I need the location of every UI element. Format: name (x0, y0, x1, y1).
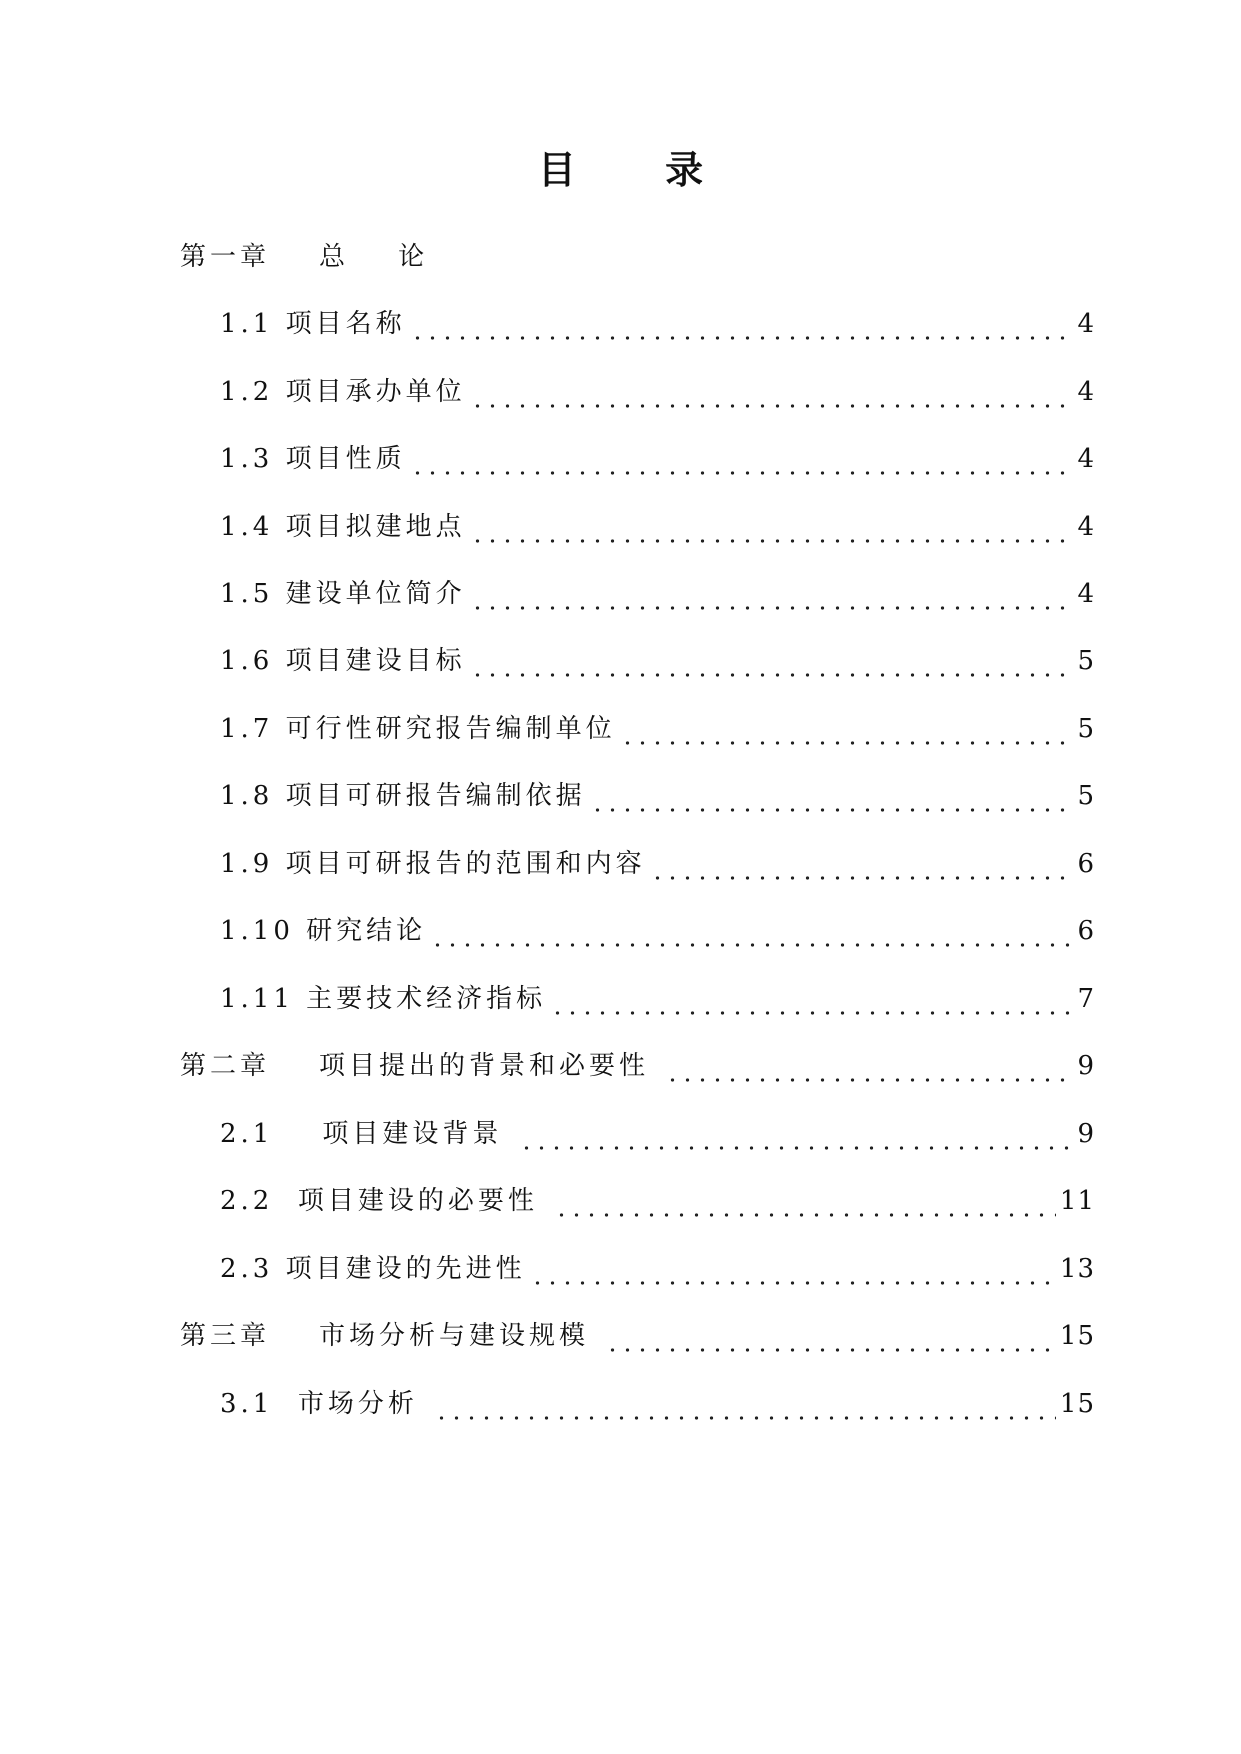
dot-leader (605, 1316, 1056, 1356)
toc-entry-label: 2.2 项目建设的必要性 (220, 1186, 551, 1216)
toc-entry-chapter-2[interactable] (180, 1046, 1095, 1086)
toc-entry-page: 7 (1077, 984, 1095, 1014)
toc-entry-1-9[interactable] (220, 844, 1095, 884)
toc-entry-page: 5 (1077, 781, 1095, 811)
dot-leader (620, 709, 1074, 749)
toc-entry-page: 4 (1077, 444, 1095, 474)
toc-entry-page: 13 (1059, 1254, 1095, 1284)
dot-leader (550, 979, 1073, 1019)
toc-entry-label: 1.9 项目可研报告的范围和内容 (220, 849, 646, 879)
toc-entry-page: 11 (1059, 1186, 1095, 1216)
toc-entry-1-8[interactable] (220, 776, 1095, 816)
toc-entry-1-11[interactable] (220, 979, 1095, 1019)
dot-leader (470, 372, 1074, 412)
toc-entry-page: 6 (1077, 849, 1095, 879)
dot-leader (430, 911, 1073, 951)
toc-entry-page: 15 (1059, 1321, 1095, 1351)
toc-entry-page: 4 (1077, 579, 1095, 609)
toc-entry-label: 第二章 项目提出的背景和必要性 (180, 1051, 662, 1081)
toc-entry-1-1[interactable] (220, 304, 1095, 344)
toc-entry-1-2[interactable] (220, 372, 1095, 412)
dot-leader (519, 1114, 1074, 1154)
dot-leader (665, 1046, 1073, 1086)
toc-entry-page: 9 (1077, 1051, 1095, 1081)
toc-entry-1-7[interactable] (220, 709, 1095, 749)
toc-entry-label: 1.8 项目可研报告编制依据 (220, 781, 586, 811)
table-of-contents (0, 237, 1241, 1717)
toc-entry-1-3[interactable] (220, 439, 1095, 479)
toc-entry-page: 6 (1077, 916, 1095, 946)
toc-entry-page: 4 (1077, 309, 1095, 339)
toc-entry-label: 2.3 项目建设的先进性 (220, 1254, 526, 1284)
dot-leader (434, 1384, 1056, 1424)
toc-entry-label: 1.11 主要技术经济指标 (220, 984, 547, 1014)
toc-entry-page: 4 (1077, 512, 1095, 542)
toc-entry-2-2[interactable] (220, 1181, 1095, 1221)
toc-entry-chapter-3[interactable] (180, 1316, 1095, 1356)
toc-entry-label: 1.2 项目承办单位 (220, 377, 466, 407)
dot-leader (590, 776, 1074, 816)
toc-entry-1-5[interactable] (220, 574, 1095, 614)
dot-leader (470, 507, 1074, 547)
toc-entry-label: 3.1 市场分析 (220, 1389, 431, 1419)
toc-entry-label: 1.1 项目名称 (220, 309, 406, 339)
toc-title: 目 录 (537, 147, 742, 192)
toc-entry-label: 1.5 建设单位简介 (220, 579, 466, 609)
toc-entry-chapter-1[interactable] (180, 237, 1095, 277)
dot-leader (650, 844, 1074, 884)
toc-entry-label: 2.1 项目建设背景 (220, 1119, 515, 1149)
toc-entry-label: 第三章 市场分析与建设规模 (180, 1321, 602, 1351)
toc-entry-1-10[interactable] (220, 911, 1095, 951)
toc-entry-label: 第一章 总 论 (180, 242, 429, 272)
toc-entry-page: 9 (1077, 1119, 1095, 1149)
toc-entry-1-4[interactable] (220, 507, 1095, 547)
toc-entry-label: 1.4 项目拟建地点 (220, 512, 466, 542)
dot-leader (470, 641, 1074, 681)
dot-leader (554, 1181, 1056, 1221)
toc-entry-label: 1.6 项目建设目标 (220, 646, 466, 676)
toc-entry-page: 4 (1077, 377, 1095, 407)
toc-entry-3-1[interactable] (220, 1384, 1095, 1424)
dot-leader (530, 1249, 1056, 1289)
dot-leader (470, 574, 1074, 614)
toc-entry-1-6[interactable] (220, 641, 1095, 681)
toc-entry-2-3[interactable] (220, 1249, 1095, 1289)
toc-entry-2-1[interactable] (220, 1114, 1095, 1154)
toc-entry-page: 15 (1059, 1389, 1095, 1419)
toc-entry-label: 1.7 可行性研究报告编制单位 (220, 714, 616, 744)
toc-entry-label: 1.3 项目性质 (220, 444, 406, 474)
toc-entry-label: 1.10 研究结论 (220, 916, 427, 946)
toc-entry-page: 5 (1077, 646, 1095, 676)
toc-entry-page: 5 (1077, 714, 1095, 744)
dot-leader (410, 439, 1074, 479)
dot-leader (410, 304, 1074, 344)
